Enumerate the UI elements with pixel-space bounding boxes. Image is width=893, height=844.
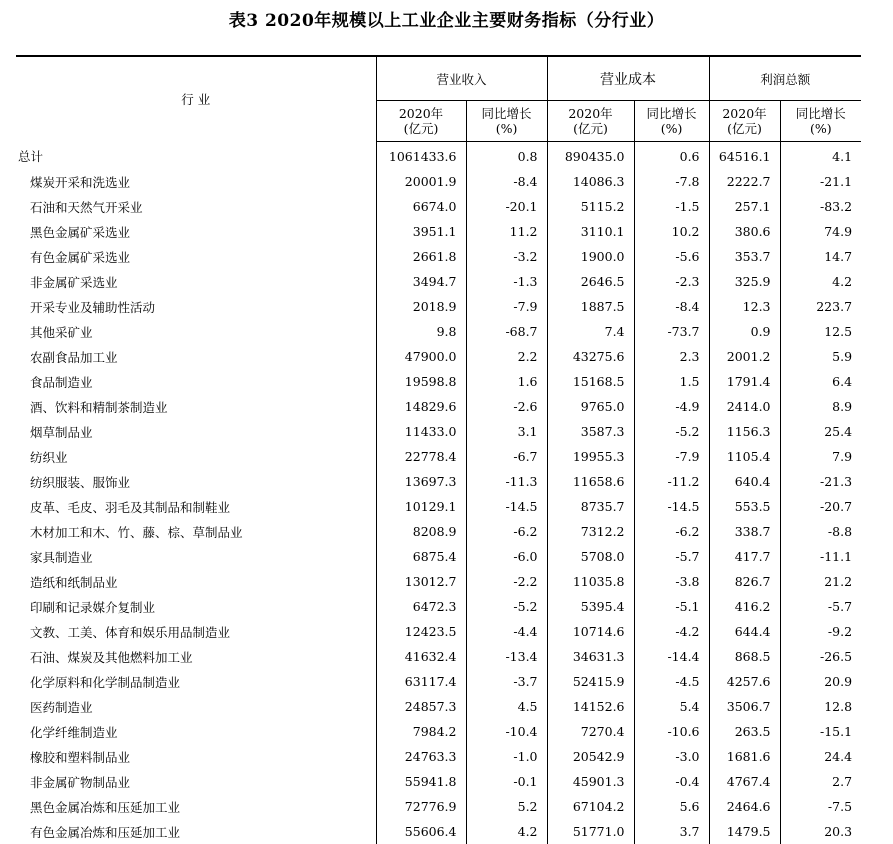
profit-growth: 25.4	[780, 419, 861, 444]
cost-value: 1900.0	[547, 244, 634, 269]
profit-value: 12.3	[709, 294, 780, 319]
revenue-growth: -3.7	[466, 669, 547, 694]
revenue-growth: -4.4	[466, 619, 547, 644]
table-row	[16, 294, 861, 319]
cost-growth: -3.0	[634, 744, 709, 769]
cost-header: 营业成本	[547, 56, 709, 101]
revenue-value: 13012.7	[376, 569, 466, 594]
profit-growth: 24.4	[780, 744, 861, 769]
profit-growth: 20.9	[780, 669, 861, 694]
cost-growth: 5.4	[634, 694, 709, 719]
revenue-growth: -10.4	[466, 719, 547, 744]
profit-growth: 223.7	[780, 294, 861, 319]
revenue-value: 3951.1	[376, 219, 466, 244]
table-body	[16, 142, 861, 844]
profit-growth: -26.5	[780, 644, 861, 669]
industry-name: 有色金属矿采选业	[16, 244, 376, 269]
cost-growth: -0.4	[634, 769, 709, 794]
cost-growth: -14.5	[634, 494, 709, 519]
profit-value: 325.9	[709, 269, 780, 294]
industry-header: 行 业	[16, 56, 376, 142]
cost-growth: -8.4	[634, 294, 709, 319]
cost-value: 7.4	[547, 319, 634, 344]
cost-value: 5115.2	[547, 194, 634, 219]
revenue-value: 10129.1	[376, 494, 466, 519]
industry-name: 煤炭开采和洗选业	[16, 169, 376, 194]
industry-name: 橡胶和塑料制品业	[16, 744, 376, 769]
table-row	[16, 344, 861, 369]
revenue-value: 24857.3	[376, 694, 466, 719]
revenue-growth: -3.2	[466, 244, 547, 269]
cost-value: 7312.2	[547, 519, 634, 544]
industry-name: 化学纤维制造业	[16, 719, 376, 744]
cost-growth: 10.2	[634, 219, 709, 244]
cost-value: 67104.2	[547, 794, 634, 819]
profit-growth: 20.3	[780, 819, 861, 844]
industry-name: 家具制造业	[16, 544, 376, 569]
profit-value: 1681.6	[709, 744, 780, 769]
cost-value: 34631.3	[547, 644, 634, 669]
table-row	[16, 594, 861, 619]
cost-growth: -4.5	[634, 669, 709, 694]
cost-growth-header: 同比增长 (%)	[634, 101, 709, 142]
table-row	[16, 644, 861, 669]
cost-value: 10714.6	[547, 619, 634, 644]
cost-growth: -4.2	[634, 619, 709, 644]
profit-year-header: 2020年 (亿元)	[709, 101, 780, 142]
profit-value: 417.7	[709, 544, 780, 569]
cost-value: 3110.1	[547, 219, 634, 244]
profit-growth: 5.9	[780, 344, 861, 369]
industry-name: 酒、饮料和精制茶制造业	[16, 394, 376, 419]
table-row	[16, 569, 861, 594]
revenue-value: 14829.6	[376, 394, 466, 419]
revenue-growth: 5.2	[466, 794, 547, 819]
page-title: 表3 2020年规模以上工业企业主要财务指标（分行业）	[0, 6, 893, 31]
table-row	[16, 519, 861, 544]
cost-value: 1887.5	[547, 294, 634, 319]
profit-value: 2414.0	[709, 394, 780, 419]
revenue-growth: -1.0	[466, 744, 547, 769]
profit-growth: 4.1	[780, 142, 861, 170]
industry-name: 其他采矿业	[16, 319, 376, 344]
revenue-value: 8208.9	[376, 519, 466, 544]
profit-value: 1105.4	[709, 444, 780, 469]
cost-value: 9765.0	[547, 394, 634, 419]
industry-name: 化学原料和化学制品制造业	[16, 669, 376, 694]
revenue-value: 13697.3	[376, 469, 466, 494]
cost-year-header: 2020年 (亿元)	[547, 101, 634, 142]
financial-indicators-table	[16, 55, 861, 844]
cost-value: 2646.5	[547, 269, 634, 294]
industry-name: 造纸和纸制品业	[16, 569, 376, 594]
cost-value: 14086.3	[547, 169, 634, 194]
table-row	[16, 169, 861, 194]
cost-value: 15168.5	[547, 369, 634, 394]
revenue-growth: -7.9	[466, 294, 547, 319]
cost-value: 3587.3	[547, 419, 634, 444]
profit-value: 640.4	[709, 469, 780, 494]
profit-value: 353.7	[709, 244, 780, 269]
profit-growth: -21.3	[780, 469, 861, 494]
industry-name: 开采专业及辅助性活动	[16, 294, 376, 319]
cost-growth: -7.9	[634, 444, 709, 469]
revenue-growth: -2.2	[466, 569, 547, 594]
cost-value: 11658.6	[547, 469, 634, 494]
table-row	[16, 444, 861, 469]
cost-value: 14152.6	[547, 694, 634, 719]
revenue-growth: -8.4	[466, 169, 547, 194]
profit-growth: 8.9	[780, 394, 861, 419]
revenue-value: 22778.4	[376, 444, 466, 469]
industry-name: 非金属矿物制品业	[16, 769, 376, 794]
cost-growth: -6.2	[634, 519, 709, 544]
table-row	[16, 319, 861, 344]
profit-growth: -5.7	[780, 594, 861, 619]
profit-value: 64516.1	[709, 142, 780, 170]
profit-growth: -8.8	[780, 519, 861, 544]
revenue-value: 6472.3	[376, 594, 466, 619]
cost-growth: -5.7	[634, 544, 709, 569]
revenue-growth: -2.6	[466, 394, 547, 419]
revenue-growth: -6.7	[466, 444, 547, 469]
cost-value: 43275.6	[547, 344, 634, 369]
table-row	[16, 369, 861, 394]
profit-value: 553.5	[709, 494, 780, 519]
cost-growth: -3.8	[634, 569, 709, 594]
revenue-growth: -6.2	[466, 519, 547, 544]
cost-growth: -1.5	[634, 194, 709, 219]
cost-value: 52415.9	[547, 669, 634, 694]
revenue-value: 7984.2	[376, 719, 466, 744]
profit-growth: -20.7	[780, 494, 861, 519]
table-row	[16, 694, 861, 719]
table-row	[16, 619, 861, 644]
revenue-growth: 4.2	[466, 819, 547, 844]
table-row	[16, 469, 861, 494]
cost-value: 19955.3	[547, 444, 634, 469]
revenue-value: 2018.9	[376, 294, 466, 319]
cost-growth: 5.6	[634, 794, 709, 819]
cost-value: 5708.0	[547, 544, 634, 569]
cost-value: 8735.7	[547, 494, 634, 519]
revenue-value: 55606.4	[376, 819, 466, 844]
cost-growth: -73.7	[634, 319, 709, 344]
table-row	[16, 719, 861, 744]
profit-value: 257.1	[709, 194, 780, 219]
cost-value: 890435.0	[547, 142, 634, 170]
cost-growth: -5.6	[634, 244, 709, 269]
cost-growth: 1.5	[634, 369, 709, 394]
revenue-growth: 3.1	[466, 419, 547, 444]
table-row	[16, 244, 861, 269]
industry-name: 黑色金属冶炼和压延加工业	[16, 794, 376, 819]
revenue-growth-header: 同比增长 (%)	[466, 101, 547, 142]
revenue-growth: -1.3	[466, 269, 547, 294]
profit-growth: -15.1	[780, 719, 861, 744]
table-row	[16, 219, 861, 244]
industry-name: 文教、工美、体育和娱乐用品制造业	[16, 619, 376, 644]
profit-value: 826.7	[709, 569, 780, 594]
table-row	[16, 819, 861, 844]
profit-growth: -11.1	[780, 544, 861, 569]
industry-name: 纺织服装、服饰业	[16, 469, 376, 494]
profit-value: 1156.3	[709, 419, 780, 444]
industry-name: 皮革、毛皮、羽毛及其制品和制鞋业	[16, 494, 376, 519]
table-row	[16, 769, 861, 794]
profit-value: 1479.5	[709, 819, 780, 844]
revenue-growth: -68.7	[466, 319, 547, 344]
profit-value: 0.9	[709, 319, 780, 344]
profit-value: 4257.6	[709, 669, 780, 694]
profit-growth: 2.7	[780, 769, 861, 794]
profit-value: 338.7	[709, 519, 780, 544]
table-row	[16, 194, 861, 219]
profit-value: 2464.6	[709, 794, 780, 819]
profit-value: 3506.7	[709, 694, 780, 719]
cost-growth: -5.1	[634, 594, 709, 619]
profit-growth: 7.9	[780, 444, 861, 469]
industry-name: 印刷和记录媒介复制业	[16, 594, 376, 619]
industry-name: 总计	[16, 142, 376, 170]
profit-growth: -21.1	[780, 169, 861, 194]
profit-growth: 14.7	[780, 244, 861, 269]
profit-value: 1791.4	[709, 369, 780, 394]
cost-value: 20542.9	[547, 744, 634, 769]
revenue-value: 6875.4	[376, 544, 466, 569]
table-row	[16, 419, 861, 444]
revenue-year-header: 2020年 (亿元)	[376, 101, 466, 142]
industry-name: 医药制造业	[16, 694, 376, 719]
profit-value: 868.5	[709, 644, 780, 669]
industry-name: 农副食品加工业	[16, 344, 376, 369]
cost-growth: -2.3	[634, 269, 709, 294]
revenue-header: 营业收入	[376, 56, 547, 101]
table-row	[16, 394, 861, 419]
industry-name: 非金属矿采选业	[16, 269, 376, 294]
revenue-value: 20001.9	[376, 169, 466, 194]
table-row	[16, 269, 861, 294]
profit-value: 380.6	[709, 219, 780, 244]
table-row	[16, 544, 861, 569]
profit-value: 4767.4	[709, 769, 780, 794]
revenue-value: 55941.8	[376, 769, 466, 794]
industry-name: 木材加工和木、竹、藤、棕、草制品业	[16, 519, 376, 544]
industry-name: 烟草制品业	[16, 419, 376, 444]
profit-growth: 12.5	[780, 319, 861, 344]
profit-growth: -7.5	[780, 794, 861, 819]
industry-name: 纺织业	[16, 444, 376, 469]
table-row	[16, 669, 861, 694]
cost-growth: 3.7	[634, 819, 709, 844]
revenue-growth: 2.2	[466, 344, 547, 369]
industry-name: 食品制造业	[16, 369, 376, 394]
profit-value: 2001.2	[709, 344, 780, 369]
profit-growth: -9.2	[780, 619, 861, 644]
revenue-growth: 4.5	[466, 694, 547, 719]
industry-name: 石油和天然气开采业	[16, 194, 376, 219]
table-row	[16, 142, 861, 170]
profit-growth: 12.8	[780, 694, 861, 719]
profit-value: 263.5	[709, 719, 780, 744]
cost-growth: -4.9	[634, 394, 709, 419]
industry-name: 有色金属冶炼和压延加工业	[16, 819, 376, 844]
cost-value: 11035.8	[547, 569, 634, 594]
revenue-growth: -0.1	[466, 769, 547, 794]
revenue-value: 63117.4	[376, 669, 466, 694]
revenue-value: 2661.8	[376, 244, 466, 269]
profit-header: 利润总额	[709, 56, 861, 101]
profit-growth: 21.2	[780, 569, 861, 594]
revenue-value: 72776.9	[376, 794, 466, 819]
revenue-growth: -11.3	[466, 469, 547, 494]
revenue-growth: -14.5	[466, 494, 547, 519]
revenue-value: 3494.7	[376, 269, 466, 294]
cost-value: 5395.4	[547, 594, 634, 619]
table-row	[16, 794, 861, 819]
revenue-value: 41632.4	[376, 644, 466, 669]
revenue-value: 9.8	[376, 319, 466, 344]
table-row	[16, 744, 861, 769]
revenue-value: 19598.8	[376, 369, 466, 394]
revenue-value: 1061433.6	[376, 142, 466, 170]
revenue-growth: -13.4	[466, 644, 547, 669]
cost-growth: -7.8	[634, 169, 709, 194]
revenue-growth: 0.8	[466, 142, 547, 170]
revenue-value: 47900.0	[376, 344, 466, 369]
profit-growth: -83.2	[780, 194, 861, 219]
cost-growth: -14.4	[634, 644, 709, 669]
cost-growth: 2.3	[634, 344, 709, 369]
cost-value: 51771.0	[547, 819, 634, 844]
revenue-value: 24763.3	[376, 744, 466, 769]
industry-name: 石油、煤炭及其他燃料加工业	[16, 644, 376, 669]
revenue-growth: -20.1	[466, 194, 547, 219]
revenue-value: 12423.5	[376, 619, 466, 644]
revenue-value: 6674.0	[376, 194, 466, 219]
profit-value: 644.4	[709, 619, 780, 644]
profit-growth: 6.4	[780, 369, 861, 394]
revenue-growth: 11.2	[466, 219, 547, 244]
revenue-growth: 1.6	[466, 369, 547, 394]
cost-value: 7270.4	[547, 719, 634, 744]
table-header	[16, 56, 861, 142]
profit-growth: 4.2	[780, 269, 861, 294]
revenue-growth: -5.2	[466, 594, 547, 619]
table-row	[16, 494, 861, 519]
cost-growth: -10.6	[634, 719, 709, 744]
cost-growth: 0.6	[634, 142, 709, 170]
cost-growth: -5.2	[634, 419, 709, 444]
industry-name: 黑色金属矿采选业	[16, 219, 376, 244]
cost-value: 45901.3	[547, 769, 634, 794]
revenue-value: 11433.0	[376, 419, 466, 444]
profit-growth: 74.9	[780, 219, 861, 244]
cost-growth: -11.2	[634, 469, 709, 494]
profit-value: 2222.7	[709, 169, 780, 194]
profit-growth-header: 同比增长 (%)	[780, 101, 861, 142]
profit-value: 416.2	[709, 594, 780, 619]
revenue-growth: -6.0	[466, 544, 547, 569]
